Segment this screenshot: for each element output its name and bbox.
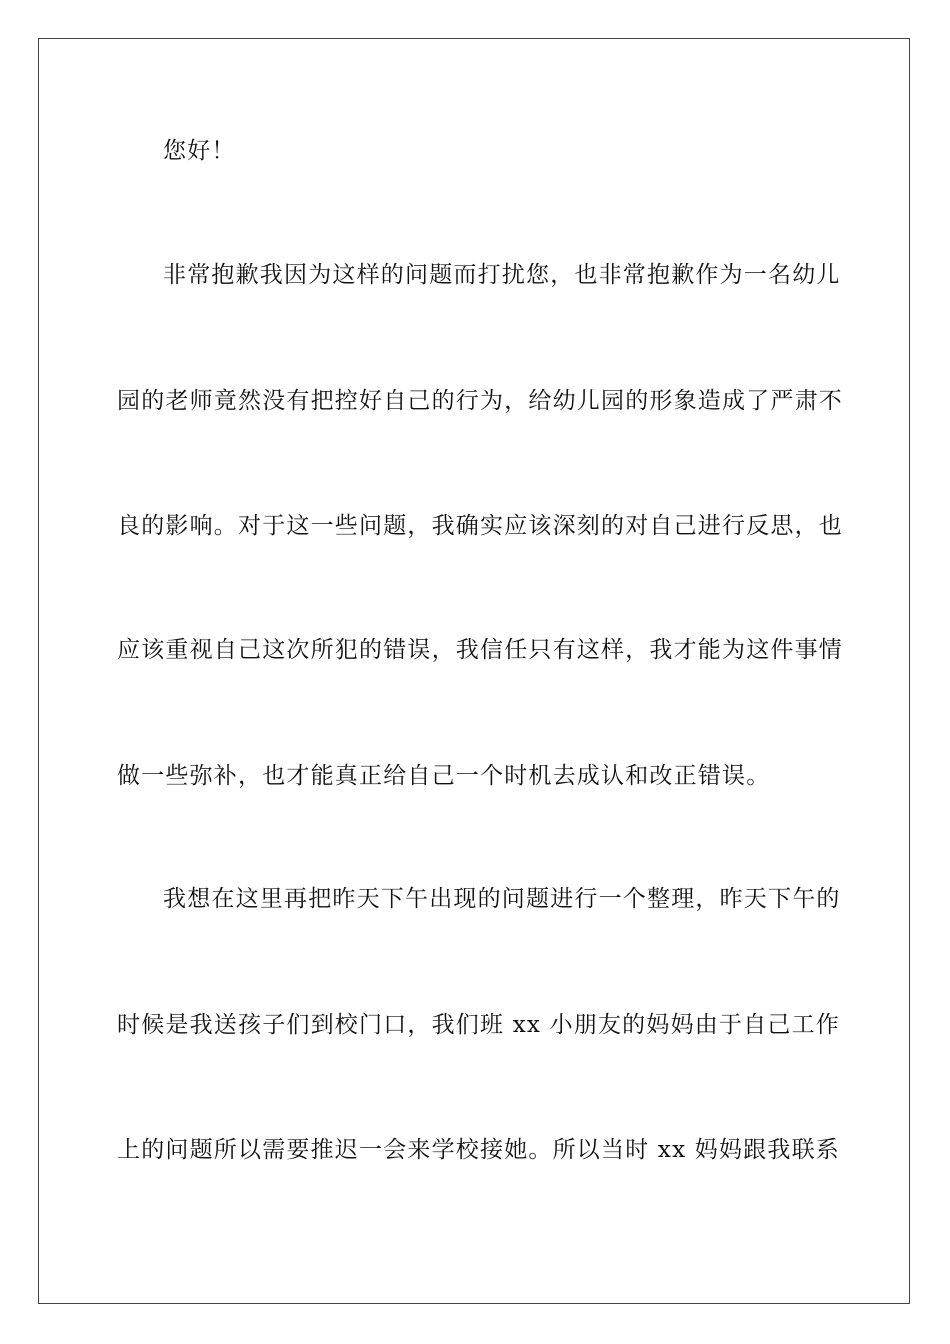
paragraph-2-line-1: 我想在这里再把昨天下午出现的问题进行一个整理，昨天下午的 <box>163 886 841 912</box>
paragraph-1-line-1: 非常抱歉我因为这样的问题而打扰您，也非常抱歉作为一名幼儿 <box>163 262 841 288</box>
page-border <box>38 38 910 1304</box>
paragraph-2-line-2: 时候是我送孩子们到校门口，我们班 xx 小朋友的妈妈由于自己工作 <box>117 1012 840 1038</box>
paragraph-2-line-3: 上的问题所以需要推迟一会来学校接她。所以当时 xx 妈妈跟我联系 <box>117 1137 840 1163</box>
paragraph-1-line-2: 园的老师竟然没有把控好自己的行为，给幼儿园的形象造成了严肃不 <box>117 388 843 414</box>
paragraph-1-line-5: 做一些弥补，也才能真正给自己一个时机去成认和改正错误。 <box>117 763 771 789</box>
paragraph-1-line-4: 应该重视自己这次所犯的错误，我信任只有这样，我才能为这件事情 <box>117 637 843 663</box>
paragraph-1-line-3: 良的影响。对于这一些问题，我确实应该深刻的对自己进行反思，也 <box>117 513 843 539</box>
greeting-line: 您好！ <box>163 138 236 164</box>
